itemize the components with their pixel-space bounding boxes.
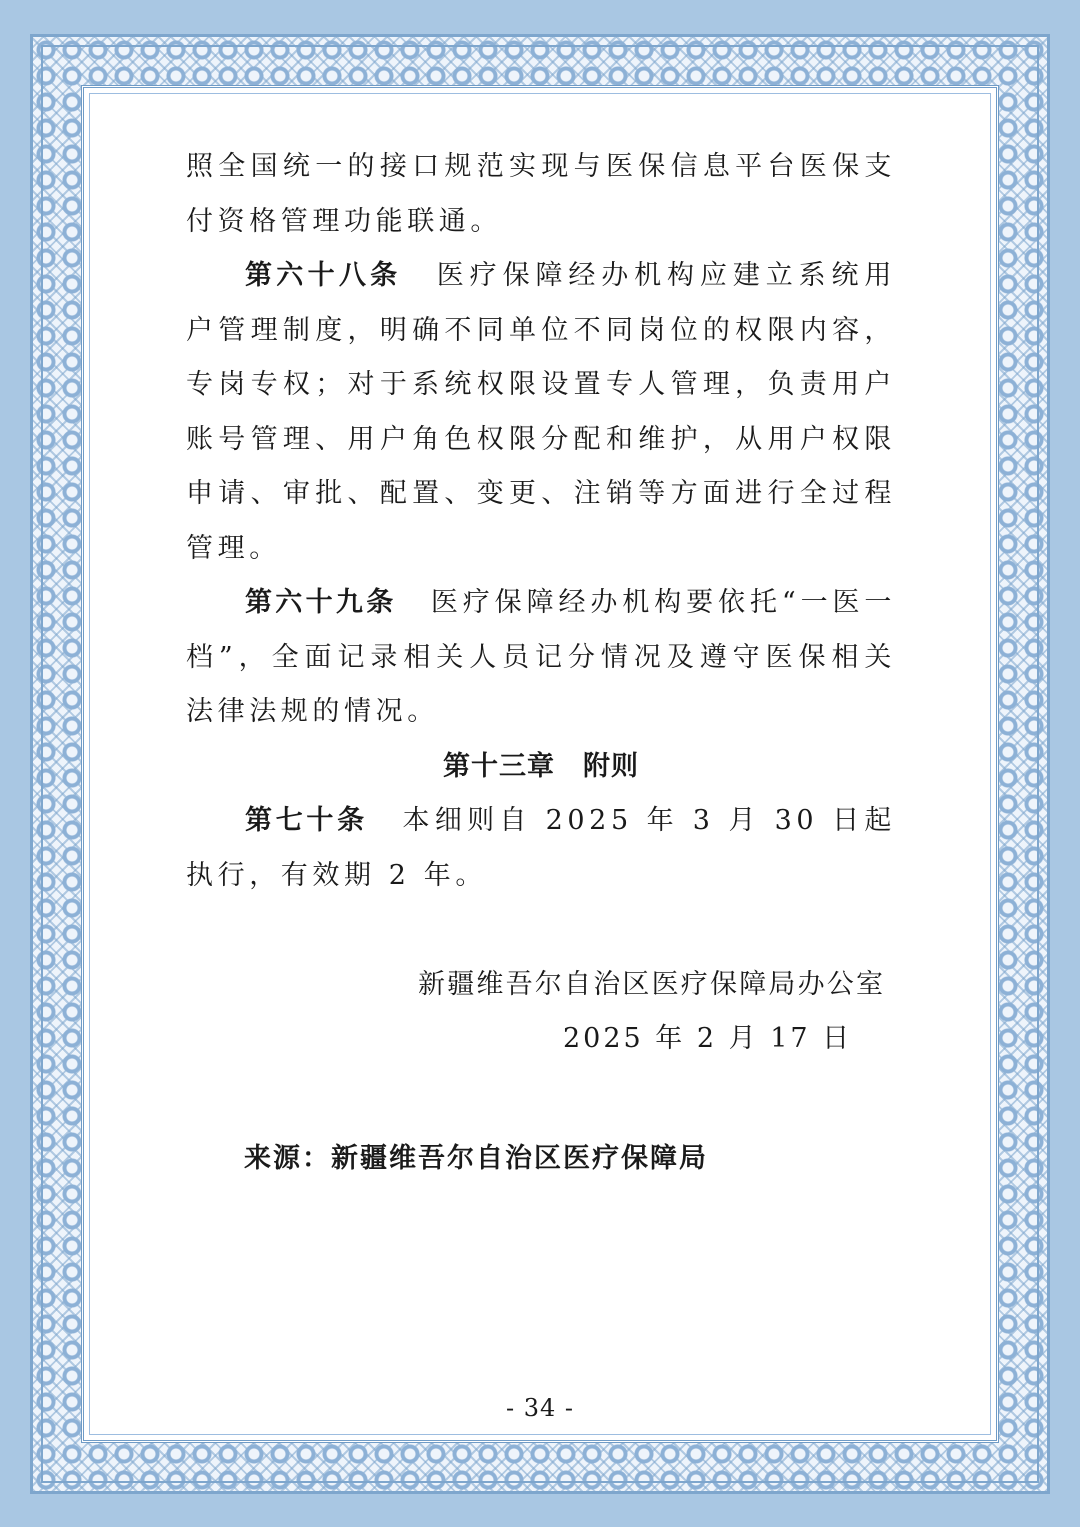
paragraph-continued: 照全国统一的接口规范实现与医保信息平台医保支付资格管理功能联通。 <box>186 151 896 237</box>
signature-date: 2025 年 2 月 17 日 <box>563 1023 853 1054</box>
article-70-number: 第七十条 <box>245 805 368 836</box>
signature-organization: 新疆维吾尔自治区医疗保障局办公室 <box>418 969 886 1000</box>
article-69-text: 医疗保障经办机构要依托“一医一档”，全面记录相关人员记分情况及遵守医保相关法律法规的情况。 <box>186 587 896 727</box>
source-line: 来源：新疆维吾尔自治区医疗保障局 <box>244 1143 708 1174</box>
article-69-number: 第六十九条 <box>245 587 397 618</box>
page-number: - 34 - <box>505 1394 574 1422</box>
article-70 <box>186 794 896 903</box>
article-69 <box>186 576 896 740</box>
article-68-text: 医疗保障经办机构应建立系统用户管理制度，明确不同单位不同岗位的权限内容，专岗专权；对于系统权限设置专人管理，负责用户账号管理、用户角色权限分配和维护，从用户权限申请、审批、配置、变更、注销等方面进行全过程管理。 <box>186 260 897 564</box>
article-68-number: 第六十八条 <box>245 260 402 291</box>
chapter-number: 第十三章 <box>443 750 555 782</box>
chapter-title: 附则 <box>583 750 639 782</box>
article-68 <box>186 249 896 576</box>
chapter-heading <box>186 740 896 795</box>
document-body <box>186 140 896 903</box>
article-70-text: 本细则自 2025 年 3 月 30 日起执行，有效期 2 年。 <box>186 805 896 891</box>
